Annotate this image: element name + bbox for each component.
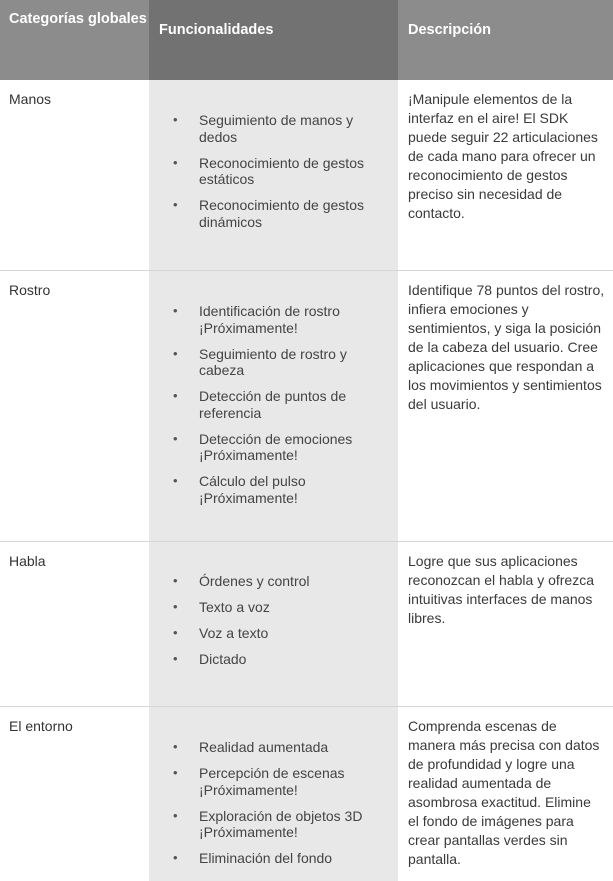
list-item: • Realidad aumentada [149, 739, 398, 756]
list-item: • Reconocimiento de gestos dinámicos [149, 197, 398, 230]
features-list [149, 271, 398, 506]
description-cell: Identifique 78 puntos del rostro, infiera emociones y sentimientos, y siga la posición de la cabeza del usuario. Cree aplicaciones que respondan a los movimientos y sentimientos del usuario. [408, 282, 605, 412]
features-cell [149, 542, 398, 706]
table-row [0, 542, 613, 707]
table-header [0, 0, 613, 80]
features-cell [149, 271, 398, 541]
header-features: Funcionalidades [149, 0, 398, 80]
category-cell: Manos [9, 91, 52, 107]
list-item: • Identificación de rostro ¡Próximamente! [149, 303, 398, 336]
features-cell [149, 707, 398, 881]
list-item: • Órdenes y control [149, 573, 398, 590]
list-item: • Seguimiento de manos y dedos [149, 112, 398, 145]
features-list [149, 707, 398, 867]
features-list [149, 80, 398, 230]
list-item: • Voz a texto [149, 625, 398, 642]
description-cell: Comprenda escenas de manera más precisa con datos de profundidad y logre una realidad aumentada de asombrosa exactitud. Elimine el fondo de imágenes para crear pantallas verdes sin pantalla. [408, 718, 600, 867]
list-item: • Exploración de objetos 3D ¡Próximamente! [149, 808, 398, 841]
table-row [0, 271, 613, 542]
list-item: • Detección de emociones ¡Próximamente! [149, 431, 398, 464]
list-item: • Seguimiento de rostro y cabeza [149, 346, 398, 379]
list-item: • Texto a voz [149, 599, 398, 616]
category-cell: Habla [9, 553, 46, 569]
table-row [0, 80, 613, 271]
list-item: • Dictado [149, 651, 398, 668]
description-cell: Logre que sus aplicaciones reconozcan el habla y ofrezca intuitivas interfaces de manos libres. [408, 553, 594, 626]
list-item: • Detección de puntos de referencia [149, 388, 398, 421]
category-cell: Rostro [9, 282, 51, 298]
description-cell: ¡Manipule elementos de la interfaz en el aire! El SDK puede seguir 22 articulaciones de cada mano para ofrecer un reconocimiento de gestos preciso sin necesidad de contacto. [408, 91, 598, 221]
list-item: • Cálculo del pulso ¡Próximamente! [149, 473, 398, 506]
header-categories: Categorías globales [0, 0, 149, 80]
list-item: • Reconocimiento de gestos estáticos [149, 155, 398, 188]
list-item: • Percepción de escenas ¡Próximamente! [149, 765, 398, 798]
category-cell: El entorno [9, 718, 73, 734]
features-cell [149, 80, 398, 270]
table-row [0, 707, 613, 881]
header-description: Descripción [398, 0, 613, 80]
list-item: • Eliminación del fondo [149, 850, 398, 867]
features-list [149, 542, 398, 668]
